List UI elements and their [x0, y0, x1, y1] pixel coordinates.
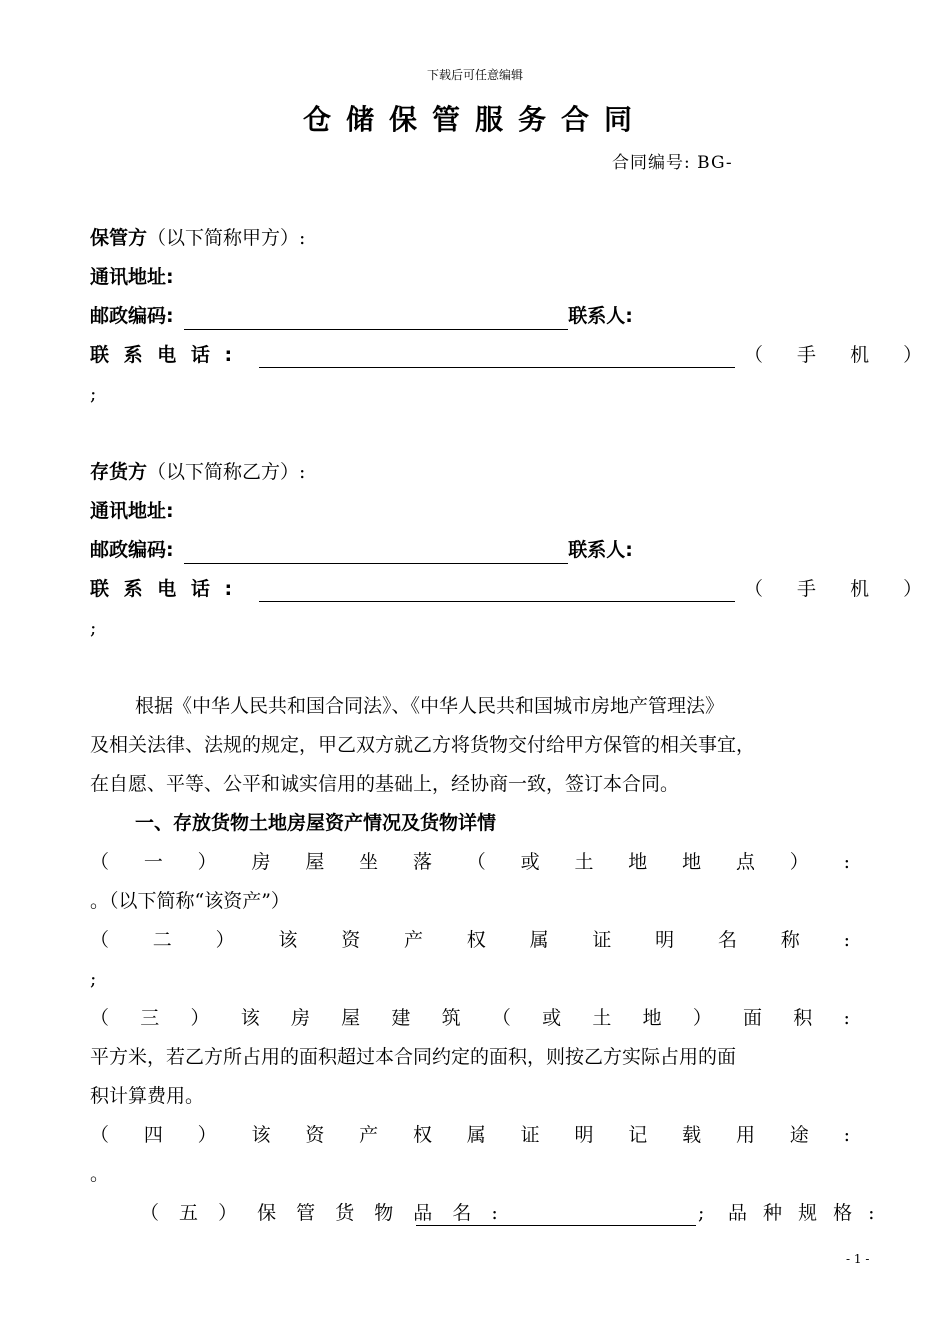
spread-char: （	[491, 1007, 511, 1029]
spread-char: 屋	[305, 851, 325, 873]
item-3-line	[90, 1004, 850, 1032]
spread-char: 资	[305, 1124, 325, 1146]
party-b-phone-suffix: （ 手 机 ）	[744, 578, 937, 600]
party-b-postcode-line	[90, 536, 633, 564]
spread-char: （	[90, 851, 110, 873]
party-b-label: 存货方	[90, 461, 148, 483]
spread-char: 房	[290, 1007, 310, 1029]
spread-char: :	[843, 851, 850, 873]
party-b-postcode-label: 邮政编码:	[90, 539, 174, 561]
party-a-suffix: （以下简称甲方）:	[147, 227, 306, 249]
spread-char: （	[90, 1124, 110, 1146]
spread-char: 或	[520, 851, 540, 873]
spread-char: 属	[529, 929, 549, 951]
spread-char: ）	[215, 929, 235, 951]
spread-char: 积	[793, 1007, 813, 1029]
spread-char: 屋	[341, 1007, 361, 1029]
spread-char: 该	[251, 1124, 271, 1146]
spread-char: ）	[197, 1124, 217, 1146]
party-b-phone-label: 联 系 电 话 :	[90, 578, 237, 600]
spread-char: 建	[391, 1007, 411, 1029]
spread-char: 明	[574, 1124, 594, 1146]
item-5-name-field[interactable]	[416, 1203, 696, 1226]
preamble-line-2: 及相关法律、法规的规定，甲乙双方就乙方将货物交付给甲方保管的相关事宜，	[90, 734, 756, 756]
item-4-line	[90, 1121, 850, 1149]
spread-char: 地	[682, 851, 702, 873]
item-2-continuation: ;	[90, 968, 97, 990]
contract-title: 仓储保管服务合同	[302, 103, 647, 136]
item-5-label: （ 五 ） 保 管 货 物 品 名 :	[140, 1202, 505, 1224]
spread-char: 土	[574, 851, 594, 873]
spread-char: 房	[251, 851, 271, 873]
spread-char: （	[466, 851, 486, 873]
item-3-continuation-1: 平方米，若乙方所占用的面积超过本合同约定的面积，则按乙方实际占用的面	[90, 1046, 737, 1068]
spread-char: 资	[341, 929, 361, 951]
item-4-continuation: 。	[90, 1163, 110, 1185]
spread-char: 四	[143, 1124, 163, 1146]
spread-char: （	[90, 929, 110, 951]
party-b-phone-end: ;	[90, 617, 97, 639]
spread-char: 一	[143, 851, 163, 873]
preamble-line-1: 根据《中华人民共和国合同法》、《中华人民共和国城市房地产管理法》	[135, 695, 725, 717]
spread-char: :	[843, 1124, 850, 1146]
spread-char: 坐	[359, 851, 379, 873]
party-a-label: 保管方	[90, 227, 148, 249]
spread-char: 名	[717, 929, 737, 951]
spread-char: ）	[789, 851, 809, 873]
party-a-phone-end: ;	[90, 383, 97, 405]
spread-char: ）	[692, 1007, 712, 1029]
spread-char: （	[90, 1007, 110, 1029]
party-a-address-label: 通讯地址:	[90, 266, 174, 288]
party-b-contact-label: 联系人:	[568, 539, 633, 561]
preamble-line-3: 在自愿、平等、公平和诚实信用的基础上，经协商一致，签订本合同。	[90, 773, 680, 795]
party-a-phone-suffix: （ 手 机 ）	[744, 344, 937, 366]
party-a-postcode-field[interactable]	[184, 307, 568, 330]
spread-char: 面	[743, 1007, 763, 1029]
spread-char: 记	[628, 1124, 648, 1146]
spread-char: 产	[403, 929, 423, 951]
item-2-line	[90, 926, 850, 954]
item-5-separator: ;	[698, 1202, 705, 1224]
spread-char: ）	[197, 851, 217, 873]
spread-char: 权	[412, 1124, 432, 1146]
spread-char: 属	[466, 1124, 486, 1146]
contract-number: 合同编号: BG-	[612, 153, 733, 173]
spread-char: 用	[735, 1124, 755, 1146]
party-a-contact-label: 联系人:	[568, 305, 633, 327]
spread-char: 地	[628, 851, 648, 873]
spread-char: 该	[278, 929, 298, 951]
spread-char: 筑	[441, 1007, 461, 1029]
item-1-continuation: 。（以下简称“该资产”）	[90, 890, 290, 912]
page-number: - 1 -	[846, 1252, 870, 1266]
party-a-postcode-line	[90, 302, 633, 330]
party-a-phone-label: 联 系 电 话 :	[90, 344, 237, 366]
spread-char: 土	[592, 1007, 612, 1029]
spread-char: :	[843, 929, 850, 951]
party-b-postcode-field[interactable]	[184, 541, 568, 564]
item-1-line	[90, 848, 850, 876]
spread-char: 产	[359, 1124, 379, 1146]
spread-char: 二	[152, 929, 172, 951]
spread-char: 证	[520, 1124, 540, 1146]
spread-char: 明	[655, 929, 675, 951]
party-b-address-label: 通讯地址:	[90, 500, 174, 522]
header-note: 下载后可任意编辑	[426, 68, 523, 82]
item-3-continuation-2: 积计算费用。	[90, 1085, 205, 1107]
spread-char: 点	[735, 851, 755, 873]
item-5-spec-label: 品 种 规 格 :	[728, 1202, 880, 1224]
party-b-name-line	[90, 458, 305, 486]
spread-char: 载	[682, 1124, 702, 1146]
party-b-suffix: （以下简称乙方）:	[147, 461, 306, 483]
spread-char: :	[843, 1007, 850, 1029]
spread-char: 证	[592, 929, 612, 951]
party-a-postcode-label: 邮政编码:	[90, 305, 174, 327]
spread-char: ）	[190, 1007, 210, 1029]
spread-char: 权	[466, 929, 486, 951]
party-a-name-line	[90, 224, 305, 252]
spread-char: 三	[140, 1007, 160, 1029]
party-b-phone-field[interactable]	[259, 579, 735, 602]
spread-char: 称	[780, 929, 800, 951]
spread-char: 或	[542, 1007, 562, 1029]
section-1-heading: 一、存放货物土地房屋资产情况及货物详情	[135, 812, 497, 834]
party-a-phone-field[interactable]	[259, 345, 735, 368]
spread-char: 途	[789, 1124, 809, 1146]
spread-char: 该	[240, 1007, 260, 1029]
spread-char: 地	[642, 1007, 662, 1029]
spread-char: 落	[412, 851, 432, 873]
